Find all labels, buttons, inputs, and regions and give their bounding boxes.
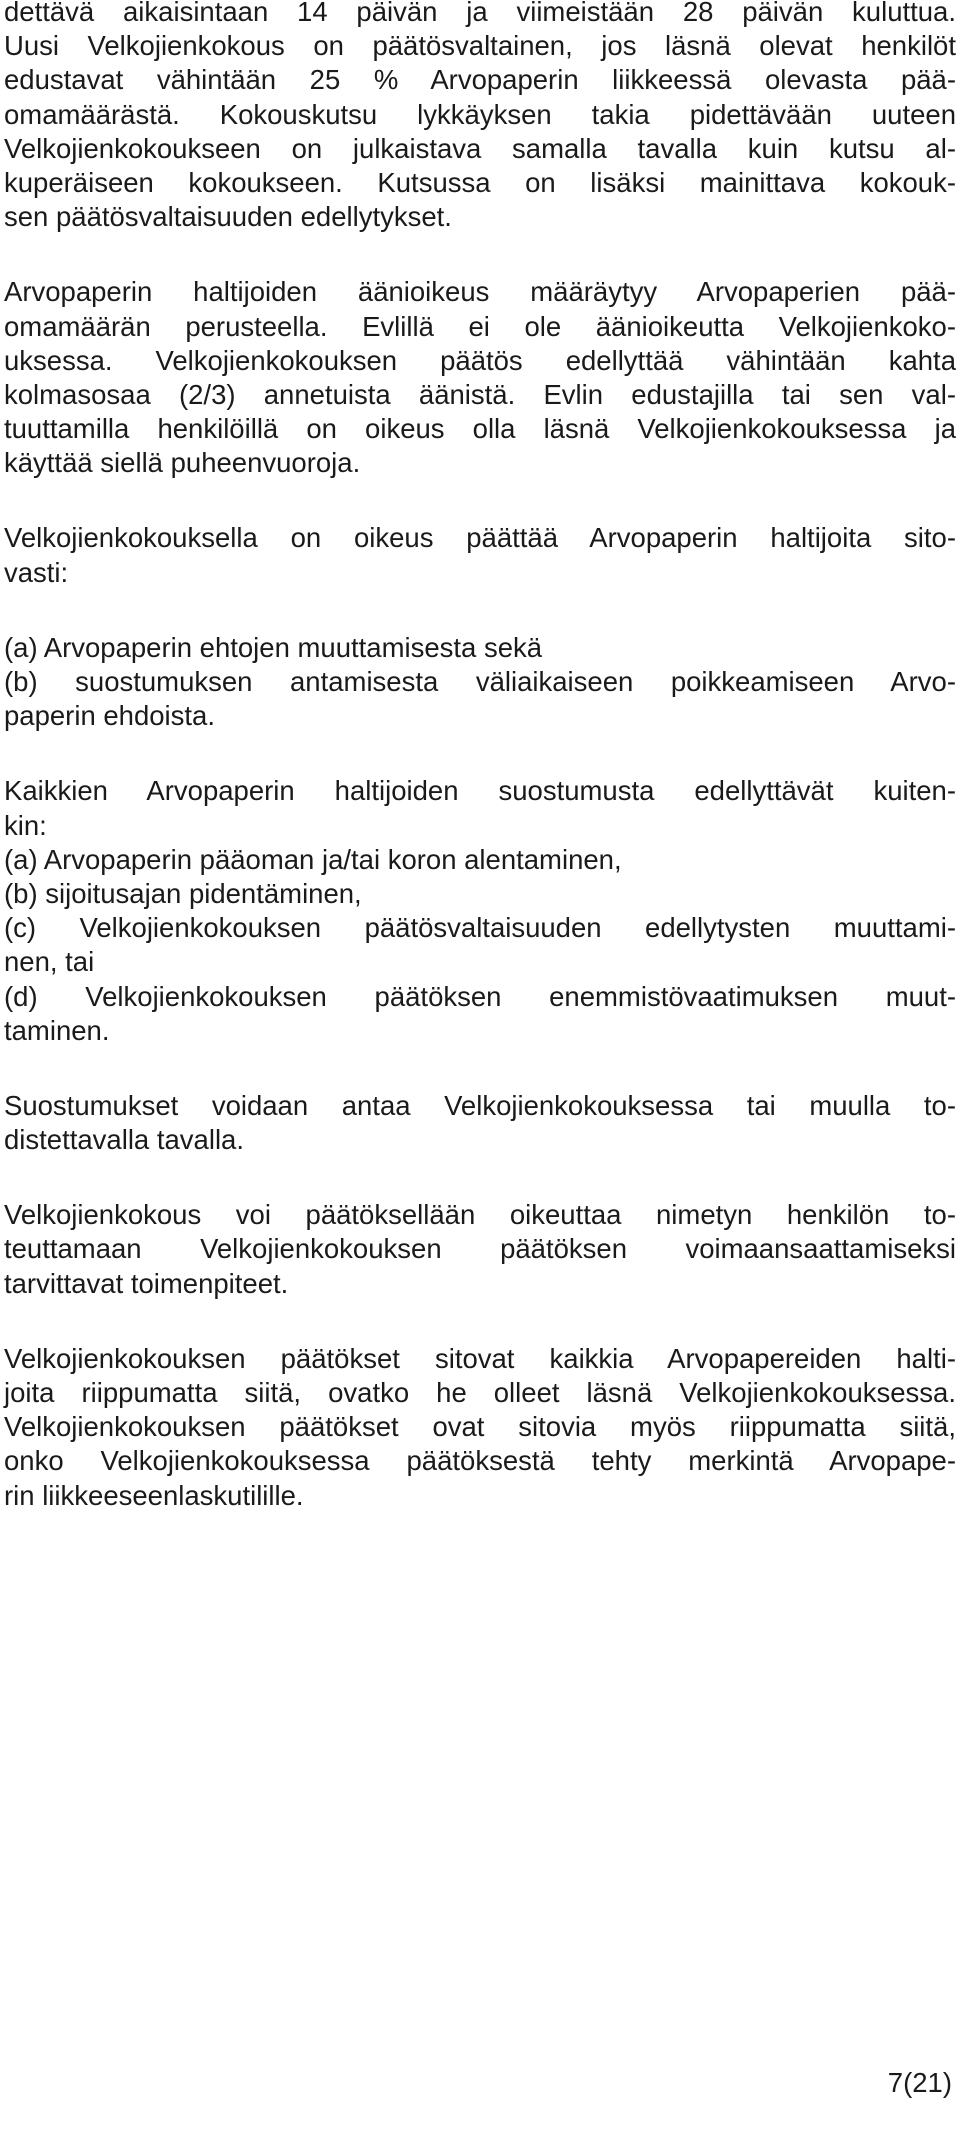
paragraph	[4, 0, 956, 234]
paragraph	[4, 1198, 956, 1301]
paragraph-gap	[4, 590, 956, 631]
text-line: (b) sijoitusajan pidentäminen,	[4, 877, 362, 909]
text-line: Kaikkien Arvopaperin haltijoiden suostumusta edellyttävät kuiten-	[4, 775, 956, 807]
paragraph-gap	[4, 1301, 956, 1342]
text-line: paperin ehdoista.	[4, 700, 215, 732]
paragraph	[4, 774, 956, 1048]
text-line: distettavalla tavalla.	[4, 1124, 244, 1156]
text-line: kin:	[4, 809, 47, 841]
page-number: 7(21)	[887, 2067, 952, 2098]
text-line: (d) Velkojienkokouksen päätöksen enemmistövaatimuksen muut-	[4, 980, 956, 1012]
paragraph-gap	[4, 1157, 956, 1198]
paragraph-gap	[4, 234, 956, 275]
text-line: Arvopaperin haltijoiden äänioikeus määräytyy Arvopaperien pää-	[4, 276, 956, 308]
paragraph	[4, 631, 956, 734]
text-line: tarvittavat toimenpiteet.	[4, 1267, 289, 1299]
paragraph	[4, 1342, 956, 1513]
paragraph	[4, 275, 956, 480]
text-line: sen päätösvaltaisuuden edellytykset.	[4, 201, 452, 233]
text-line: omamäärästä. Kokouskutsu lykkäyksen takia pidettävään uuteen	[4, 98, 956, 130]
paragraph-gap	[4, 1048, 956, 1089]
text-line: omamäärän perusteella. Evlillä ei ole äänioikeutta Velkojienkoko-	[4, 310, 956, 342]
text-line: (a) Arvopaperin ehtojen muuttamisesta sekä	[4, 631, 543, 663]
text-line: kolmasosaa (2/3) annetuista äänistä. Evlin edustajilla tai sen val-	[4, 378, 956, 410]
text-line: Velkojienkokoukseen on julkaistava samalla tavalla kuin kutsu al-	[4, 132, 956, 164]
text-line: uksessa. Velkojienkokouksen päätös edellyttää vähintään kahta	[4, 344, 956, 376]
paragraph-gap	[4, 480, 956, 521]
paragraph-gap	[4, 733, 956, 774]
text-line: rin liikkeeseenlaskutilille.	[4, 1479, 304, 1511]
text-line: Velkojienkokouksen päätökset sitovat kaikkia Arvopapereiden halti-	[4, 1342, 956, 1374]
text-line: taminen.	[4, 1014, 110, 1046]
paragraph	[4, 521, 956, 589]
text-line: dettävä aikaisintaan 14 päivän ja viimeistään 28 päivän kuluttua.	[4, 0, 956, 27]
text-line: onko Velkojienkokouksessa päätöksestä tehty merkintä Arvopape-	[4, 1445, 956, 1477]
text-line: Velkojienkokouksella on oikeus päättää Arvopaperin haltijoita sito-	[4, 522, 956, 554]
text-line: (b) suostumuksen antamisesta väliaikaiseen poikkeamiseen Arvo-	[4, 666, 956, 697]
text-line: Velkojienkokouksen päätökset ovat sitovia myös riippumatta siitä,	[4, 1411, 956, 1443]
text-line: (a) Arvopaperin pääoman ja/tai koron alentaminen,	[4, 843, 622, 875]
text-line: tuuttamilla henkilöillä on oikeus olla läsnä Velkojienkokouksessa ja	[4, 413, 956, 445]
text-line: nen, tai	[4, 946, 95, 978]
text-line: käyttää siellä puheenvuoroja.	[4, 447, 361, 479]
text-line: edustavat vähintään 25 % Arvopaperin liikkeessä olevasta pää-	[4, 64, 956, 96]
body-text	[4, 0, 956, 1513]
text-line: Uusi Velkojienkokous on päätösvaltainen, jos läsnä olevat henkilöt	[4, 30, 956, 62]
text-line: (c) Velkojienkokouksen päätösvaltaisuuden edellytysten muuttami-	[4, 912, 956, 944]
text-line: vasti:	[4, 556, 69, 588]
text-line: teuttamaan Velkojienkokouksen päätöksen voimaansaattamiseksi	[4, 1233, 956, 1265]
text-line: Suostumukset voidaan antaa Velkojienkokouksessa tai muulla to-	[4, 1089, 956, 1121]
text-line: joita riippumatta siitä, ovatko he olleet läsnä Velkojienkokouksessa.	[4, 1377, 956, 1408]
text-line: kuperäiseen kokoukseen. Kutsussa on lisäksi mainittava kokouk-	[4, 166, 956, 198]
text-line: Velkojienkokous voi päätöksellään oikeuttaa nimetyn henkilön to-	[4, 1199, 956, 1231]
paragraph	[4, 1089, 956, 1157]
